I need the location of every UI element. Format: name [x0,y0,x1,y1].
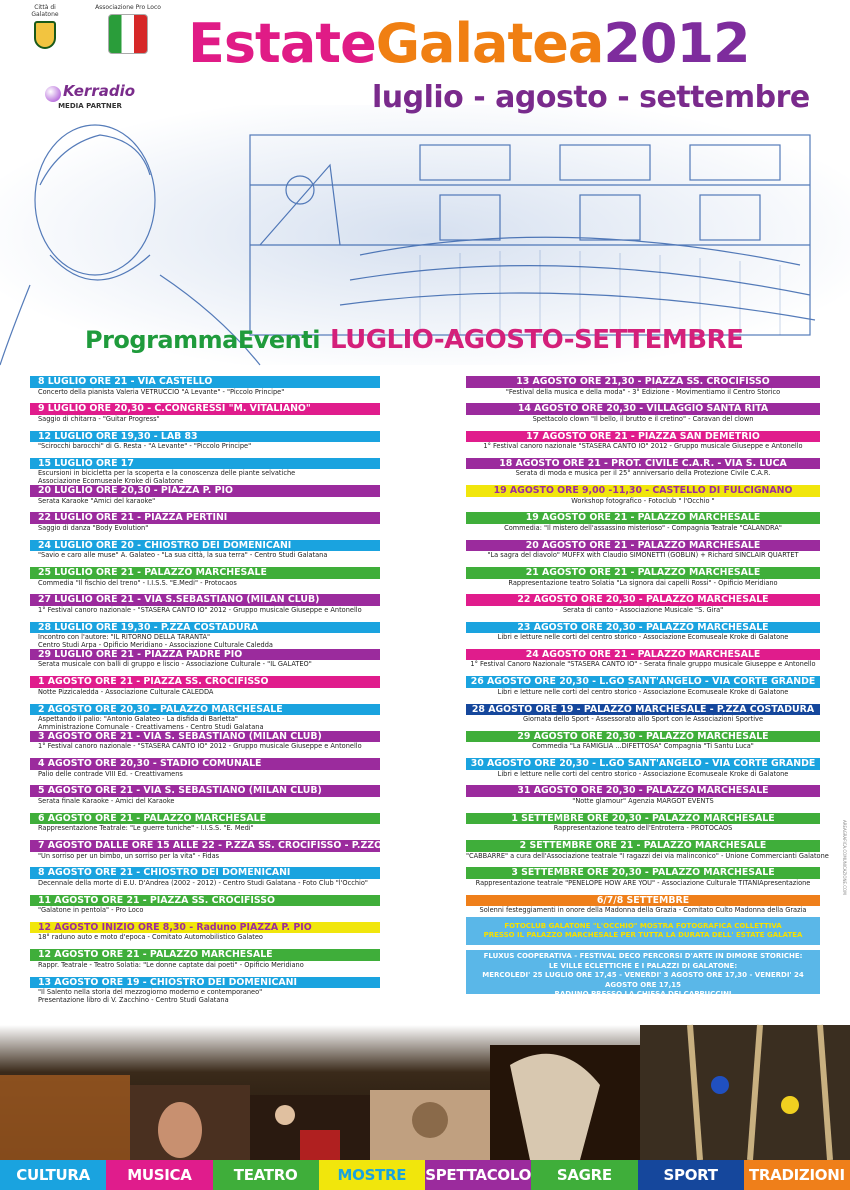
event-item [466,867,820,894]
side-credit: AREAGRAFICA.COMUNICAZIONE.COM [842,820,847,895]
event-header: 24 LUGLIO ORE 20 - CHIOSTRO DEI DOMENICANI [30,540,380,552]
event-description: Aspettando il palio: "Antonio Galateo - La disfida di Barletta" [38,715,238,724]
event-description: "CABBARRE" a cura dell'Associazione teatrale "I ragazzi dei via malinconico" - Unione Commercianti Galatone [466,851,829,860]
event-description: Escursioni in bicicletta per la scoperta e la conoscenza delle piante selvatiche [38,469,296,478]
event-header: 22 AGOSTO ORE 20,30 - PALAZZO MARCHESALE [466,594,820,606]
event-item [466,594,820,621]
event-description: Libri e letture nelle corti del centro storico - Associazione Ecomuseale Kroke di Galatone [497,769,789,778]
event-description: Commedia: "Il mistero dell'assassino misterioso" - Compagnia Teatrale "CALANDRA" [504,523,782,532]
fotoclub-exhibition-notice [466,917,820,945]
event-description: Rappresentazione teatrale "PENELOPE HOW ARE YOU" - Associazione Culturale TITANIApresentazione [475,878,811,887]
event-header: 13 AGOSTO ORE 19 - CHIOSTRO DEI DOMENICANI [30,977,380,989]
program-heading-part1: ProgrammaEventi [85,326,320,354]
event-item [466,622,820,649]
event-item [466,840,829,867]
event-description: Commedia "Il fischio del treno" - I.I.S.S. "E.Medi" - Protocaos [38,578,237,587]
event-description: Spettacolo clown "Il bello, il brutto e il cretino" - Caravan del clown [532,414,754,423]
event-item [466,731,820,758]
event-description: Serata Karaoke "Amici del karaoke" [38,496,156,505]
event-header: 8 AGOSTO ORE 21 - CHIOSTRO DEI DOMENICANI [30,867,380,879]
event-header: 11 AGOSTO ORE 21 - PIAZZA SS. CROCIFISSO [30,895,380,907]
event-description: "Il Salento nella storia del mezzogiorno moderno e contemporaneo" [38,988,263,997]
event-description: Associazione Ecomuseale Kroke di Galatone [38,477,184,486]
event-photo-collage [0,1005,850,1160]
event-description: Libri e letture nelle corti del centro storico - Associazione Ecomuseale Kroke di Galatone [497,687,789,696]
event-header: 1 AGOSTO ORE 21 - PIAZZA SS. CROCIFISSO [30,676,380,688]
event-header: 27 LUGLIO ORE 21 - VIA S.SEBASTIANO (MILAN CLUB) [30,594,380,606]
event-header: 19 AGOSTO ORE 9,00 -11,30 - CASTELLO DI FULCIGNANO [466,485,820,497]
poster-months: luglio - agosto - settembre [372,80,810,115]
event-header: 12 AGOSTO INIZIO ORE 8,30 - Raduno PIAZZA P. PIO [30,922,380,934]
event-item [30,403,380,430]
event-header: 6/7/8 SETTEMBRE [466,895,820,907]
event-header: 24 AGOSTO ORE 21 - PALAZZO MARCHESALE [466,649,820,661]
event-header: 26 AGOSTO ORE 20,30 - L.GO SANT'ANGELO - VIA CORTE GRANDE [466,676,820,688]
event-item [30,785,380,812]
event-item [30,895,380,922]
event-header: 22 LUGLIO ORE 21 - PIAZZA PERTINI [30,512,380,524]
proloco-logo [88,4,168,54]
crest-label: Città di Galatone [31,4,59,18]
event-item [30,512,380,539]
event-item [30,867,380,894]
event-description: Presentazione libro di V. Zacchino - Centro Studi Galatana [38,995,229,1004]
event-description: Amministrazione Comunale - Creattivamens - Centro Studi Galatana [38,722,264,731]
event-description: Serata di canto - Associazione Musicale "S. Gira" [562,605,724,614]
fluxus-festival-notice [466,950,820,998]
event-header: 29 AGOSTO ORE 20,30 - PALAZZO MARCHESALE [466,731,820,743]
event-description: Workshop fotografico - Fotoclub " l'Occhio " [571,496,715,505]
media-partner-label: MEDIA PARTNER [58,102,122,110]
event-description: "Festival della musica e della moda" - 3° Edizione - Movimentiamo il Centro Storico [505,387,781,396]
crest-shield-icon [34,21,56,49]
event-item [30,731,380,758]
fluxus-line2: LE VILLE ECLETTICHE E I PALAZZI DI GALATONE: [548,961,738,970]
event-header: 19 AGOSTO ORE 21 - PALAZZO MARCHESALE [466,512,820,524]
event-header: 28 LUGLIO ORE 19,30 - P.ZZA COSTADURA [30,622,380,634]
photo-crowd [0,1075,130,1160]
event-description: Commedia "La FAMIGLIA ...DIFETTOSA" Compagnia "Ti Santu Luca" [532,742,754,751]
event-item [30,676,380,703]
event-item [30,704,380,731]
event-header: 30 AGOSTO ORE 20,30 - L.GO SANT'ANGELO - VIA CORTE GRANDE [466,758,820,770]
fluxus-line4: RADUNO PRESSO LA CHIESA DEI CAPPUCCINI [554,990,732,998]
event-item [30,922,380,949]
event-item [30,485,380,512]
category-tradizioni: TRADIZIONI [744,1160,850,1190]
event-header: 7 AGOSTO DALLE ORE 15 ALLE 22 - P.ZZA SS. CROCIFISSO - P.ZZO MARCHESALE [30,840,380,852]
event-header: 2 SETTEMBRE ORE 21 - PALAZZO MARCHESALE [466,840,820,852]
event-header: 20 LUGLIO ORE 20,30 - PIAZZA P. PIO [30,485,380,497]
event-header: 5 AGOSTO ORE 21 - VIA S. SEBASTIANO (MILAN CLUB) [30,785,380,797]
event-item [466,458,820,485]
event-item [466,403,820,430]
event-item [466,704,820,731]
fotoclub-line2: PRESSO IL PALAZZO MARCHESALE PER TUTTA LA DURATA DELL' ESTATE GALATEA [483,931,803,939]
event-header: 4 AGOSTO ORE 20,30 - STADIO COMUNALE [30,758,380,770]
event-description: 1° Festival canoro nazionale "STASERA CANTO IO" 2012 - Gruppo musicale Giuseppe e Antonello [483,442,803,451]
event-header: 9 LUGLIO ORE 20,30 - C.CONGRESSI "M. VITALIANO" [30,403,380,415]
event-header: 8 LUGLIO ORE 21 - VIA CASTELLO [30,376,380,388]
event-description: Solenni festeggiamenti in onore della Madonna della Grazia - Comitato Culto Madonna della Grazia [479,906,807,915]
event-description: Serata finale Karaoke - Amici del Karaoke [38,796,175,805]
event-item [466,567,820,594]
event-item [30,431,380,458]
event-header: 12 LUGLIO ORE 19,30 - LAB 83 [30,431,380,443]
program-heading [85,325,785,355]
title-galatea: Galatea [375,12,604,75]
event-description: Decennale della morte di E.U. D'Andrea (2002 - 2012) - Centro Studi Galatana - Foto Club "l'Occhio" [38,878,368,887]
poster-title [188,12,828,75]
fluxus-line1: FLUXUS COOPERATIVA - FESTIVAL DECO PERCORSI D'ARTE IN DIMORE STORICHE: [483,952,803,960]
event-header: 13 AGOSTO ORE 21,30 - PIAZZA SS. CROCIFISSO [466,376,820,388]
event-header: 12 AGOSTO ORE 21 - PALAZZO MARCHESALE [30,949,380,961]
event-description: Saggio di chitarra - "Guitar Progress" [38,414,160,423]
event-description: "Savio e caro alle muse" A. Galateo - "La sua città, la sua terra" - Centro Studi Galatana [38,551,328,560]
proloco-flag-icon [108,14,148,54]
event-description: Rappresentazione teatro dell'Entroterra - PROTOCAOS [553,824,733,833]
event-item [466,813,820,840]
event-item [466,758,820,785]
event-header: 6 AGOSTO ORE 21 - PALAZZO MARCHESALE [30,813,380,825]
event-header: 17 AGOSTO ORE 21 - PIAZZA SAN DEMETRIO [466,431,820,443]
category-sport: SPORT [638,1160,744,1190]
event-item [30,458,380,485]
right-event-column [466,376,829,922]
event-header: 18 AGOSTO ORE 21 - PROT. CIVILE C.A.R. - VIA S. LUCA [466,458,820,470]
event-item [466,676,820,703]
event-header: 15 LUGLIO ORE 17 [30,458,380,470]
event-header: 31 AGOSTO ORE 20,30 - PALAZZO MARCHESALE [466,785,820,797]
event-item [30,813,380,840]
event-item [466,785,820,812]
event-item [30,840,457,867]
event-description: "La sagra del diavolo" MUFFX with Claudio SIMONETTI (GOBLIN) + Richard SINCLAIR QUARTET [487,551,799,560]
event-header: 1 SETTEMBRE ORE 20,30 - PALAZZO MARCHESALE [466,813,820,825]
event-item [466,512,820,539]
event-description: Saggio di danza "Body Evolution" [38,523,149,532]
event-item [30,376,380,403]
event-description: Libri e letture nelle corti del centro storico - Associazione Ecomuseale Kroke di Galatone [497,633,789,642]
proloco-label: Associazione Pro Loco [95,4,161,11]
event-description: Serata di moda e musica per il 25° anniversario della Protezione Civile C.A.R. [515,469,771,478]
event-item [30,567,380,594]
event-header: 3 SETTEMBRE ORE 20,30 - PALAZZO MARCHESALE [466,867,820,879]
event-header: 3 AGOSTO ORE 21 - VIA S. SEBASTIANO (MILAN CLUB) [30,731,380,743]
event-header: 20 AGOSTO ORE 21 - PALAZZO MARCHESALE [466,540,820,552]
event-description: "Notte glamour" Agenzia MARGOT EVENTS [572,796,714,805]
event-item [30,758,380,785]
event-header: 2 AGOSTO ORE 20,30 - PALAZZO MARCHESALE [30,704,380,716]
event-item [30,540,380,567]
event-item [30,594,380,621]
category-spettacolo: SPETTACOLO [425,1160,531,1190]
event-header: 23 AGOSTO ORE 20,30 - PALAZZO MARCHESALE [466,622,820,634]
title-estate: Estate [188,12,376,75]
event-item [30,649,380,676]
event-description: Serata musicale con balli di gruppo e liscio - Associazione Culturale - "IL GALATEO" [38,660,312,669]
event-description: Concerto della pianista Valeria VETRUCCIO "A Levante" - "Piccolo Principe" [38,387,285,396]
category-cultura: CULTURA [0,1160,106,1190]
event-item [466,649,820,676]
event-item [30,622,380,649]
event-item [30,949,380,976]
event-header: 25 LUGLIO ORE 21 - PALAZZO MARCHESALE [30,567,380,579]
category-musica: MUSICA [106,1160,212,1190]
event-header: 14 AGOSTO ORE 20,30 - VILLAGGIO SANTA RITA [466,403,820,415]
title-year: 2012 [603,12,750,75]
event-description: "Galatone in pentola" - Pro Loco [38,906,144,915]
category-mostre: MOSTRE [319,1160,425,1190]
event-description: Rappresentazione teatro Solatia "La signora dai capelli Rossi" - Opificio Meridiano [508,578,778,587]
event-description: Incontro con l'autore: "IL RITORNO DELLA TARANTA" [38,633,211,642]
event-header: 21 AGOSTO ORE 21 - PALAZZO MARCHESALE [466,567,820,579]
kerradio-brand: Kerradio [62,82,136,100]
event-item [466,540,820,567]
event-header: 29 LUGLIO ORE 21 - PIAZZA PADRE PIO [30,649,380,661]
event-description: 1° Festival canoro nazionale - "STASERA CANTO IO" 2012 - Gruppo musicale Giuseppe e Antonello [38,605,362,614]
event-description: Giornata dello Sport - Assessorato allo Sport con le Associazioni Sportive [522,715,764,724]
event-item [466,431,820,458]
event-description: 1° Festival Canoro Nazionale "STASERA CANTO IO" - Serata finale gruppo musicale Giuseppe e Antonello [470,660,816,669]
kerradio-globe-icon [45,86,61,102]
event-item [466,376,820,403]
left-event-column [30,376,457,1004]
event-item [466,485,820,512]
event-description: Rappr. Teatrale - Teatro Solatia: "Le donne captate dai poeti" - Opificio Meridiano [38,960,304,969]
category-teatro: TEATRO [213,1160,319,1190]
event-header: 28 AGOSTO ORE 19 - PALAZZO MARCHESALE - P.ZZA COSTADURA [466,704,820,716]
fotoclub-line1: FOTOCLUB GALATONE "L'OCCHIO" MOSTRA FOTOGRAFICA COLLETTIVA [504,921,782,930]
event-description: Notte Pizzicaledda - Associazione Culturale CALEDDA [38,687,214,696]
event-description: 18° raduno auto e moto d'epoca - Comitato Automobilistico Galateo [38,933,263,942]
fluxus-line3: MERCOLEDI' 25 LUGLIO ORE 17,45 - VENERDI' 3 AGOSTO ORE 17,30 - VENERDI' 24 AGOSTO ORE 17,15 [482,971,804,989]
program-heading-part2: LUGLIO-AGOSTO-SETTEMBRE [329,325,744,355]
event-item [30,977,380,1004]
event-description: Palio delle contrade VIII Ed. - Creattivamens [38,769,183,778]
event-description: Centro Studi Arpa - Opificio Meridiano - Associazione Culturale Caledda [38,640,273,649]
event-description: Rappresentazione Teatrale: "Le guerre tuniche" - I.I.S.S. "E. Medi" [38,824,254,833]
event-description: "Scirocchi barocchi" di G. Resta - "A Levante" - "Piccolo Principe" [38,442,252,451]
category-bar [0,1160,850,1190]
city-crest-logo [28,4,62,49]
category-sagre: SAGRE [531,1160,637,1190]
event-description: "Un sorriso per un bimbo, un sorriso per la vita" - Fidas [38,851,220,860]
event-description: 1° Festival canoro nazionale - "STASERA CANTO IO" 2012 - Gruppo musicale Giuseppe e Antonello [38,742,362,751]
